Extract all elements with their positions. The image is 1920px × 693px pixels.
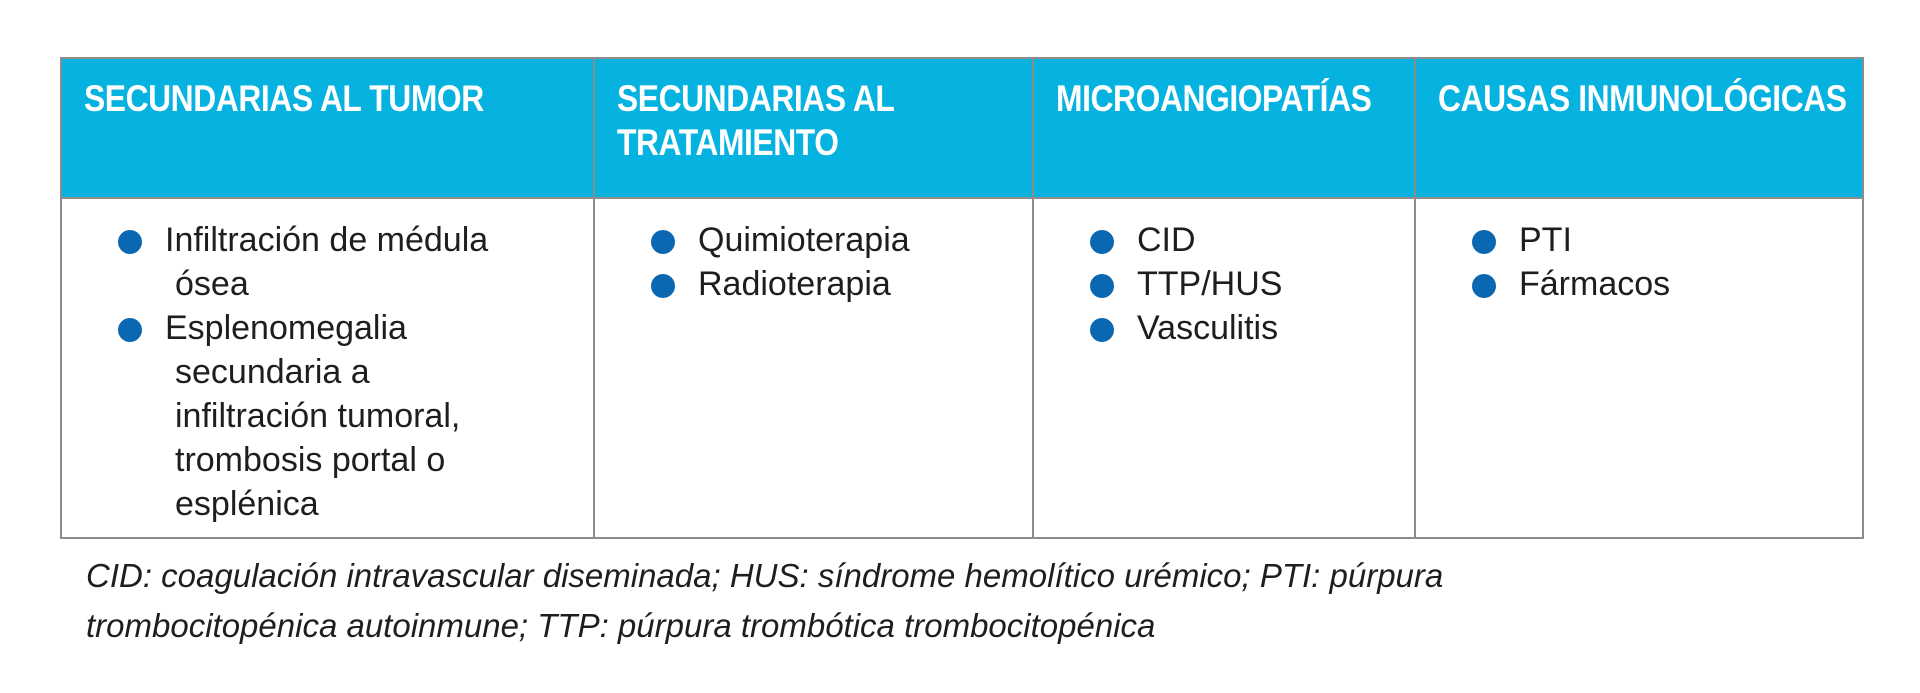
item-line: Radioterapia bbox=[698, 265, 891, 303]
bullet-list bbox=[1472, 218, 1852, 306]
cell-microangiopatias bbox=[1033, 198, 1415, 538]
list-item bbox=[1472, 262, 1852, 306]
header-secundarias-tratamiento bbox=[594, 58, 1033, 198]
item-line: Esplenomegalia bbox=[165, 309, 407, 347]
causes-table-container bbox=[60, 57, 1862, 539]
table-body-row bbox=[61, 198, 1863, 538]
header-causas-inmunologicas bbox=[1415, 58, 1863, 198]
table-footnote bbox=[86, 551, 1846, 651]
list-item bbox=[118, 218, 583, 306]
header-line: MICROANGIOPATÍAS bbox=[1056, 78, 1372, 119]
cell-secundarias-tumor bbox=[61, 198, 594, 538]
footnote-line: CID: coagulación intravascular diseminada; HUS: síndrome hemolítico urémico; PTI: púrpura bbox=[86, 557, 1444, 594]
header-line: TRATAMIENTO bbox=[617, 122, 839, 163]
header-line: CAUSAS INMUNOLÓGICAS bbox=[1438, 78, 1847, 119]
list-item bbox=[1090, 262, 1404, 306]
item-line: PTI bbox=[1519, 221, 1572, 259]
item-line: TTP/HUS bbox=[1137, 265, 1283, 303]
causes-table bbox=[60, 57, 1864, 539]
item-line: secundaria a bbox=[175, 353, 370, 391]
cell-causas-inmunologicas bbox=[1415, 198, 1863, 538]
cell-secundarias-tratamiento bbox=[594, 198, 1033, 538]
item-line: esplénica bbox=[175, 485, 319, 523]
list-item bbox=[1090, 306, 1404, 350]
header-secundarias-tumor bbox=[61, 58, 594, 198]
item-line: Quimioterapia bbox=[698, 221, 910, 259]
header-line: SECUNDARIAS AL TUMOR bbox=[84, 78, 484, 119]
list-item bbox=[1090, 218, 1404, 262]
table-header-row bbox=[61, 58, 1863, 198]
item-line: CID bbox=[1137, 221, 1196, 259]
list-item bbox=[651, 262, 1022, 306]
item-line: Infiltración de médula bbox=[165, 221, 489, 259]
list-item bbox=[651, 218, 1022, 262]
header-line: SECUNDARIAS AL bbox=[617, 78, 895, 119]
item-line: ósea bbox=[175, 265, 249, 303]
list-item bbox=[1472, 218, 1852, 262]
footnote-line: trombocitopénica autoinmune; TTP: púrpura trombótica trombocitopénica bbox=[86, 607, 1156, 644]
bullet-list bbox=[651, 218, 1022, 306]
list-item bbox=[118, 306, 583, 526]
item-line: trombosis portal o bbox=[175, 441, 446, 479]
bullet-list bbox=[118, 218, 583, 526]
bullet-list bbox=[1090, 218, 1404, 350]
item-line: Vasculitis bbox=[1137, 309, 1279, 347]
item-line: Fármacos bbox=[1519, 265, 1671, 303]
item-line: infiltración tumoral, bbox=[175, 397, 461, 435]
header-microangiopatias bbox=[1033, 58, 1415, 198]
